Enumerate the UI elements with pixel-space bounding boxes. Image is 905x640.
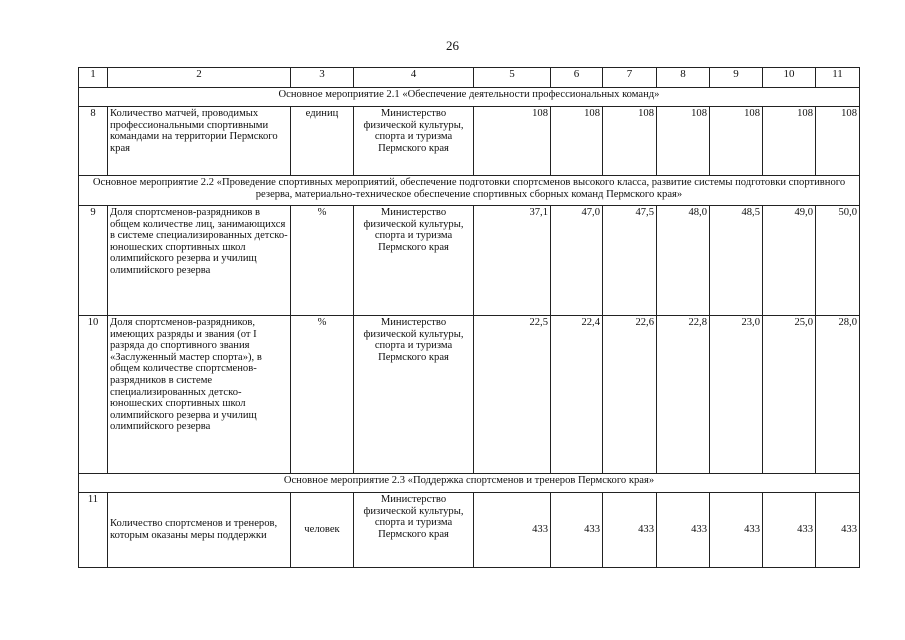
value-cell: 433: [816, 493, 860, 568]
row-number: 9: [79, 206, 108, 316]
row-number: 10: [79, 316, 108, 474]
value-cell: 108: [474, 107, 551, 176]
section-title: Основное мероприятие 2.3 «Поддержка спортсменов и тренеров Пермского края»: [79, 474, 860, 493]
value-cell: 23,0: [710, 316, 763, 474]
value-cell: 50,0: [816, 206, 860, 316]
value-cell: 22,6: [603, 316, 657, 474]
value-cell: 433: [763, 493, 816, 568]
value-cell: 37,1: [474, 206, 551, 316]
column-number: 10: [763, 68, 816, 88]
page-number: 26: [446, 38, 459, 53]
value-cell: 47,0: [551, 206, 603, 316]
column-number: 6: [551, 68, 603, 88]
unit-cell: единиц: [291, 107, 354, 176]
value-cell: 433: [657, 493, 710, 568]
responsible-cell: Министерство физической культуры, спорта и туризма Пермского края: [354, 206, 474, 316]
column-number: 3: [291, 68, 354, 88]
value-cell: 108: [816, 107, 860, 176]
value-cell: 48,5: [710, 206, 763, 316]
responsible-cell: Министерство физической культуры, спорта и туризма Пермского края: [354, 316, 474, 474]
column-number: 9: [710, 68, 763, 88]
indicator-name: Доля спортсменов-разрядников в общем количестве лиц, занимающихся в системе специализированных детско-юношеских спортивных школ олимпийского резерва и училищ олимпийского резерва: [108, 206, 291, 316]
unit-cell: человек: [291, 493, 354, 568]
value-cell: 49,0: [763, 206, 816, 316]
column-number: 11: [816, 68, 860, 88]
column-number: 7: [603, 68, 657, 88]
unit-cell: %: [291, 316, 354, 474]
column-number: 2: [108, 68, 291, 88]
value-cell: 433: [474, 493, 551, 568]
table-row: [79, 493, 860, 568]
column-number: 5: [474, 68, 551, 88]
table-row: [79, 107, 860, 176]
row-number: 8: [79, 107, 108, 176]
value-cell: 48,0: [657, 206, 710, 316]
section-title: Основное мероприятие 2.2 «Проведение спортивных мероприятий, обеспечение подготовки спортсменов высокого класса, развитие системы подготовки спортивного резерва, материально-техническое обеспечение спортивных сборных команд Пермского края»: [79, 176, 860, 206]
value-cell: 22,4: [551, 316, 603, 474]
column-number: 8: [657, 68, 710, 88]
column-number-header-row: [79, 68, 860, 88]
indicator-name: Доля спортсменов-разрядников, имеющих разряды и звания (от I разряда до спортивного звания «Заслуженный мастер спорта»), в общем количестве спортсменов-разрядников в системе специализированных детско-юношеских спортивных школ олимпийского резерва и училищ олимпийского резерва: [108, 316, 291, 474]
column-number: 4: [354, 68, 474, 88]
responsible-cell: Министерство физической культуры, спорта и туризма Пермского края: [354, 107, 474, 176]
table-row: [79, 206, 860, 316]
value-cell: 108: [710, 107, 763, 176]
value-cell: 108: [551, 107, 603, 176]
indicators-table: [78, 67, 860, 568]
value-cell: 433: [551, 493, 603, 568]
unit-cell: %: [291, 206, 354, 316]
section-title: Основное мероприятие 2.1 «Обеспечение деятельности профессиональных команд»: [79, 88, 860, 107]
indicator-name: Количество спортсменов и тренеров, которым оказаны меры поддержки: [108, 493, 291, 568]
value-cell: 28,0: [816, 316, 860, 474]
section-row: [79, 88, 860, 107]
section-row: [79, 474, 860, 493]
row-number: 11: [79, 493, 108, 568]
responsible-cell: Министерство физической культуры, спорта и туризма Пермского края: [354, 493, 474, 568]
value-cell: 25,0: [763, 316, 816, 474]
value-cell: 22,8: [657, 316, 710, 474]
value-cell: 433: [603, 493, 657, 568]
indicator-name: Количество матчей, проводимых профессиональными спортивными командами на территории Пермского края: [108, 107, 291, 176]
value-cell: 108: [763, 107, 816, 176]
value-cell: 108: [603, 107, 657, 176]
column-number: 1: [79, 68, 108, 88]
value-cell: 433: [710, 493, 763, 568]
value-cell: 47,5: [603, 206, 657, 316]
value-cell: 108: [657, 107, 710, 176]
section-row: [79, 176, 860, 206]
value-cell: 22,5: [474, 316, 551, 474]
table-row: [79, 316, 860, 474]
